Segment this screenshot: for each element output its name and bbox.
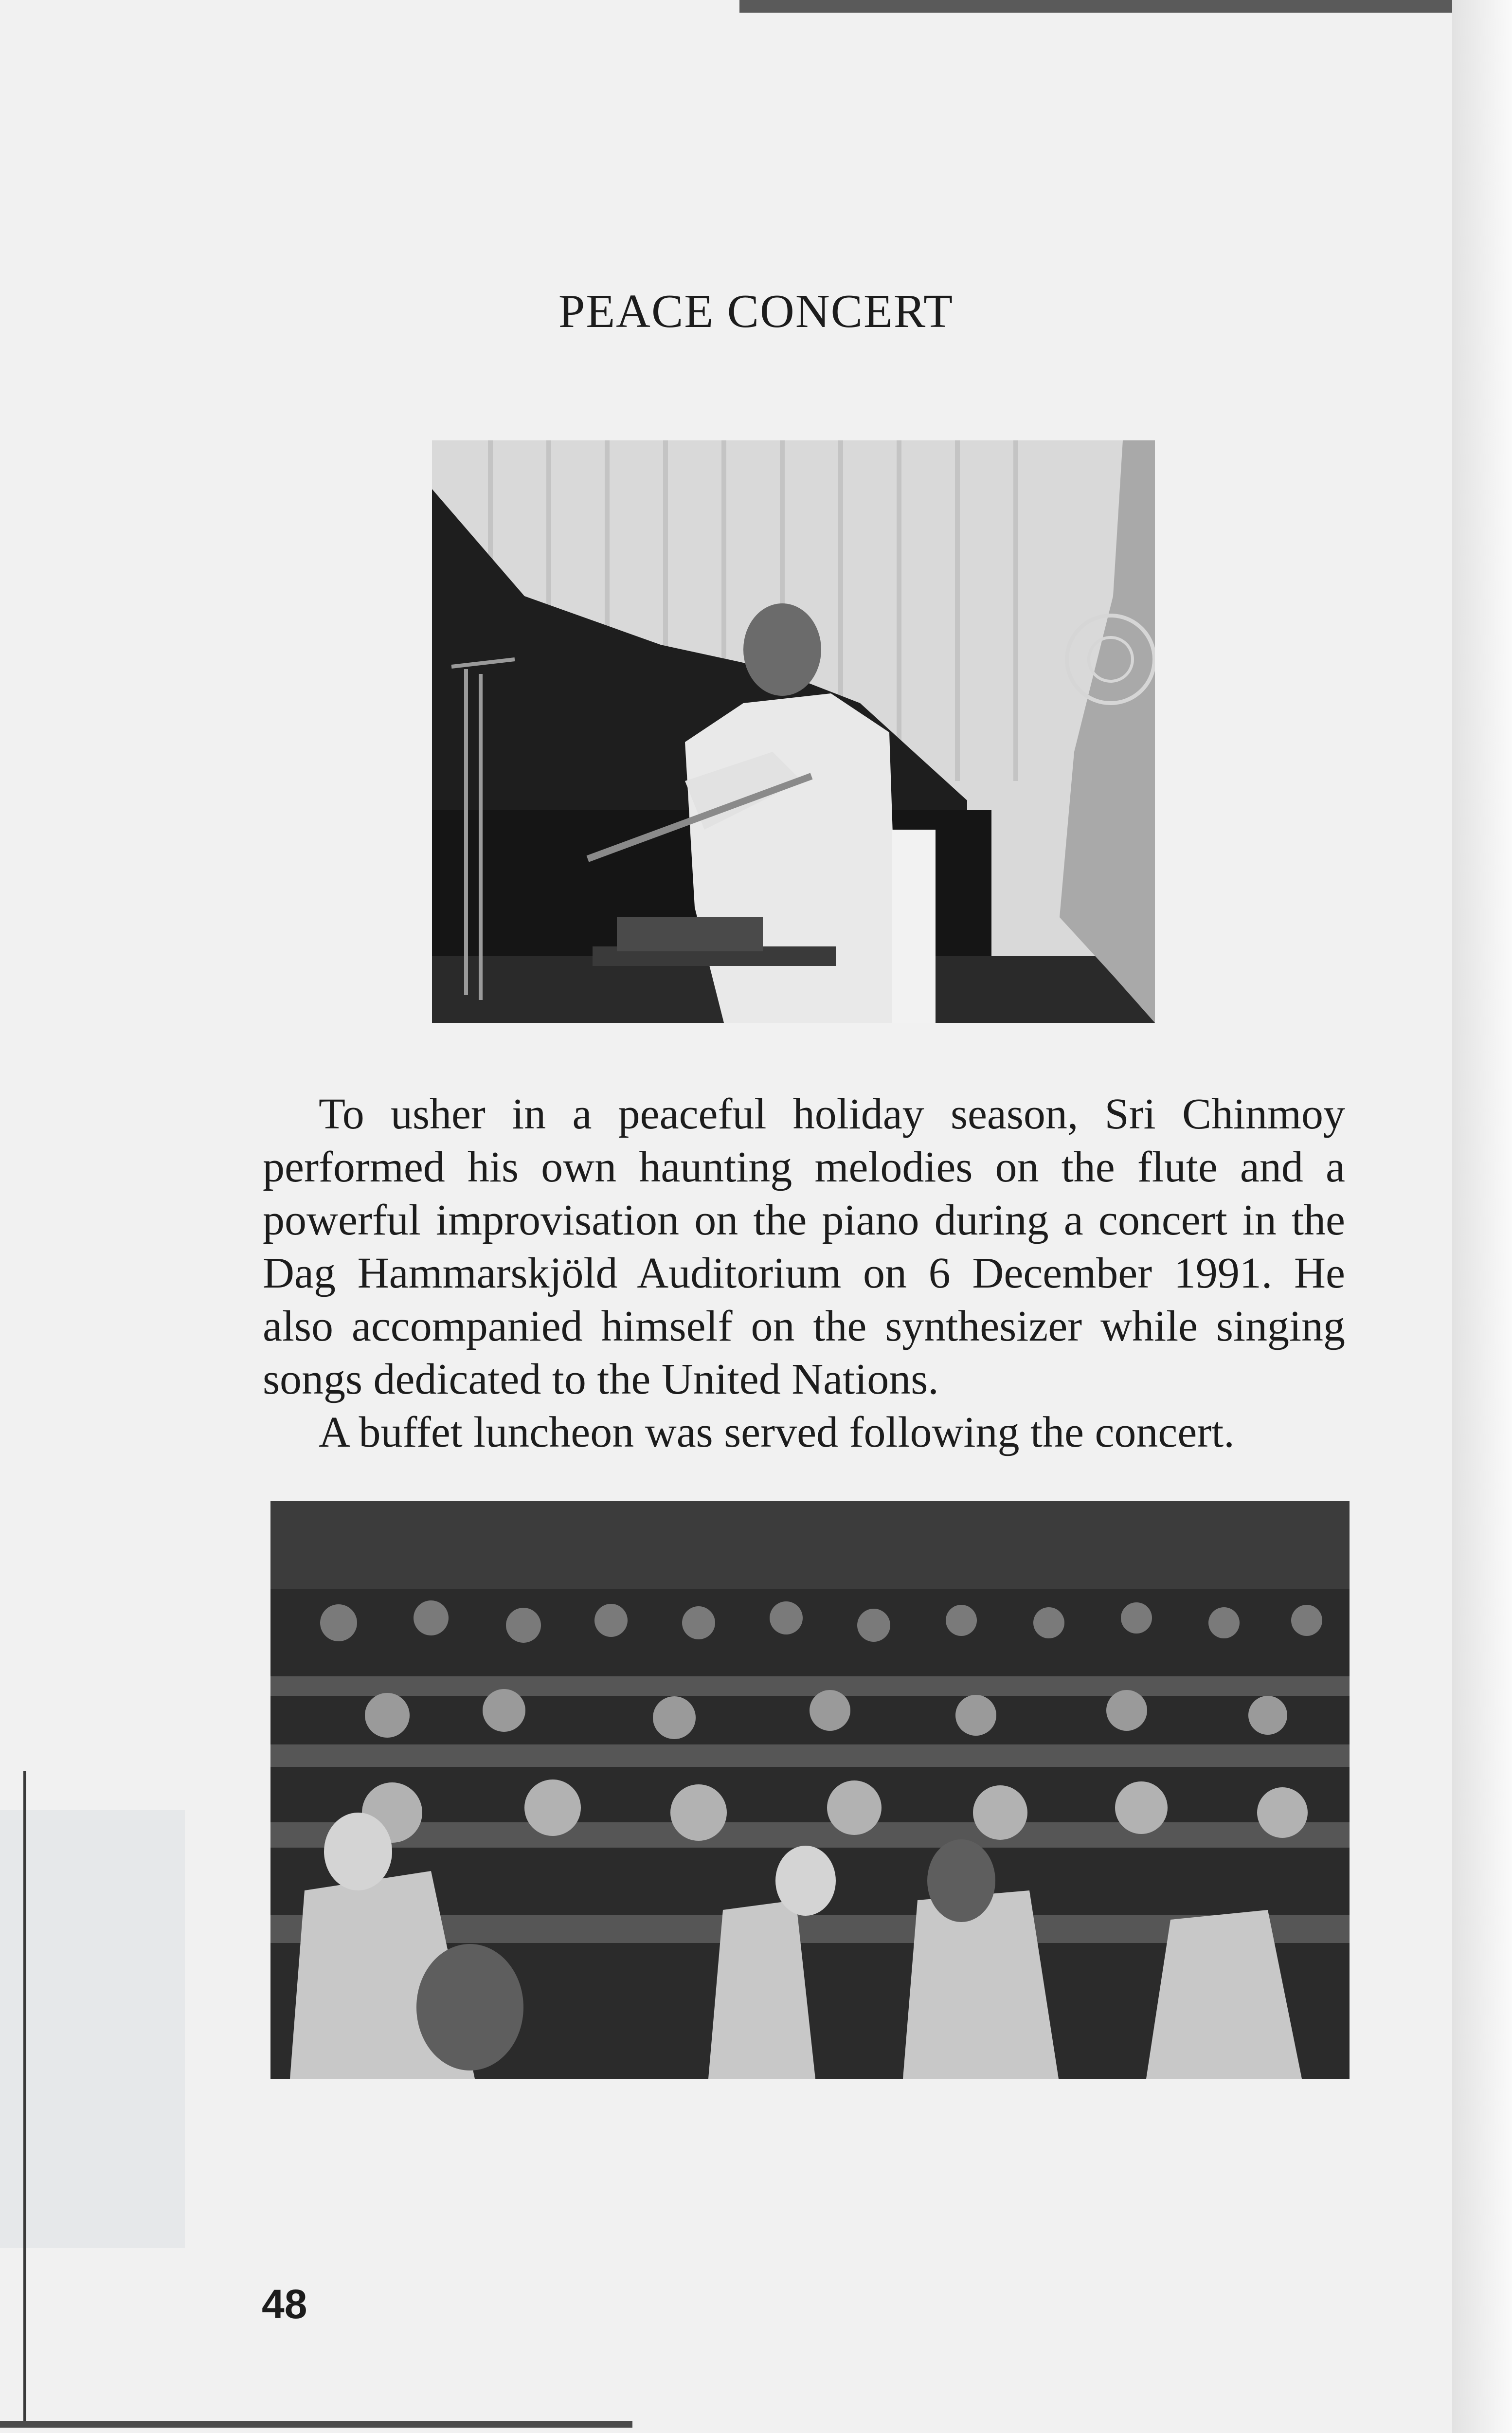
audience-photo (270, 1501, 1350, 2079)
audience-photo-drawing (270, 1501, 1350, 2079)
performer-photo (432, 440, 1155, 1023)
page-title: PEACE CONCERT (558, 285, 954, 338)
scan-edge-top (739, 0, 1469, 13)
scan-edge-left (23, 1771, 26, 2423)
caption-paragraph: To usher in a peaceful holiday season, Sri Chinmoy performed his own haunting melodies on the flute and a powerful improvisation on the piano during a concert in the Dag Hammarskjöld Auditorium on 6 December 1991. He also accompanied himself on the synthesizer while singing songs dedicated to the United Nations. (263, 1090, 1345, 1403)
scan-edge-right (1452, 0, 1512, 2433)
scan-shadow-left (0, 1810, 185, 2248)
caption-text (263, 1088, 1345, 1459)
page-number: 48 (262, 2281, 307, 2327)
scan-edge-bottom (0, 2421, 632, 2428)
performer-photo-drawing (432, 440, 1155, 1023)
caption-paragraph: A buffet luncheon was served following the concert. (319, 1408, 1235, 1456)
